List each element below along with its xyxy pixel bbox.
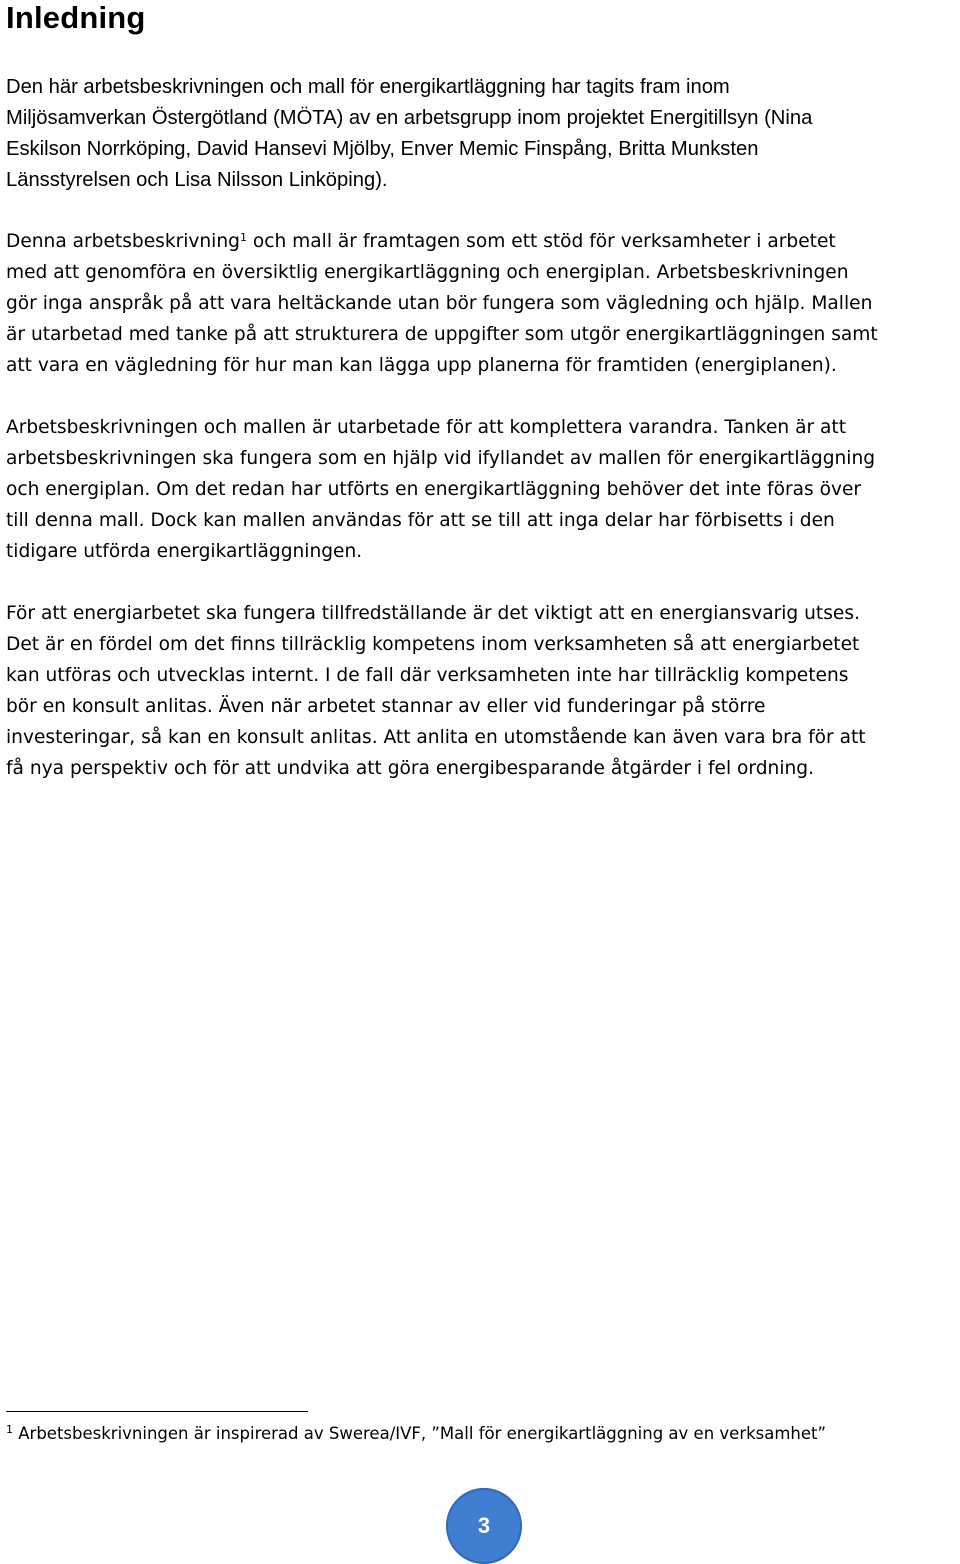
paragraph-line: Länsstyrelsen och Lisa Nilsson Linköping). — [6, 169, 388, 191]
paragraph-line: få nya perspektiv och för att undvika att göra energibesparande åtgärder i fel ordning. — [6, 758, 814, 779]
paragraph-line: tidigare utförda energikartläggningen. — [6, 541, 363, 562]
paragraph-line: För att energiarbetet ska fungera tillfredställande är det viktigt att en energiansvarig utses. — [6, 603, 860, 624]
paragraph-text: och mall är framtagen som ett stöd för verksamheter i arbetet — [246, 231, 836, 252]
paragraph-line: kan utföras och utvecklas internt. I de fall där verksamheten inte har tillräcklig kompetens — [6, 665, 849, 686]
paragraph-line: och energiplan. Om det redan har utförts en energikartläggning behöver det inte föras över — [6, 479, 862, 500]
paragraph-line — [6, 226, 956, 257]
footnote-divider — [6, 1411, 308, 1412]
footnote — [6, 1419, 826, 1449]
paragraph-line: är utarbetad med tanke på att strukturera de uppgifter som utgör energikartläggningen samt — [6, 324, 878, 345]
footnote-text: Arbetsbeskrivningen är inspirerad av Swerea/IVF, ”Mall för energikartläggning av en verksamhet” — [13, 1424, 827, 1443]
paragraph-line: investeringar, så kan en konsult anlitas. Att anlita en utomstående kan även vara bra för att — [6, 727, 866, 748]
complement-paragraph — [6, 412, 956, 567]
paragraph-line: med att genomföra en översiktlig energikartläggning och energiplan. Arbetsbeskrivningen — [6, 262, 849, 283]
purpose-paragraph — [6, 226, 956, 381]
paragraph-text: Denna arbetsbeskrivning — [6, 231, 240, 252]
paragraph-line: gör inga anspråk på att vara heltäckande utan bör fungera som vägledning och hjälp. Mallen — [6, 293, 873, 314]
paragraph-line: Det är en fördel om det finns tillräcklig kompetens inom verksamheten så att energiarbetet — [6, 634, 860, 655]
footnote-reference: 1 — [239, 231, 247, 244]
paragraph-line: Eskilson Norrköping, David Hansevi Mjölby, Enver Memic Finspång, Britta Munksten — [6, 138, 759, 160]
intro-paragraph — [6, 72, 956, 196]
paragraph-line: bör en konsult anlitas. Även när arbetet stannar av eller vid funderingar på större — [6, 696, 766, 717]
energy-responsible-paragraph — [6, 598, 956, 784]
paragraph-line: arbetsbeskrivningen ska fungera som en hjälp vid ifyllandet av mallen för energikartläggning — [6, 448, 876, 469]
paragraph-line: Miljösamverkan Östergötland (MÖTA) av en arbetsgrupp inom projektet Energitillsyn (Nina — [6, 107, 813, 129]
paragraph-line: till denna mall. Dock kan mallen användas för att se till att inga delar har förbisetts i den — [6, 510, 835, 531]
paragraph-line: Arbetsbeskrivningen och mallen är utarbetade för att komplettera varandra. Tanken är att — [6, 417, 847, 438]
page-title: Inledning — [6, 0, 146, 35]
page-number: 3 — [477, 1513, 491, 1538]
page-number-badge — [446, 1488, 522, 1564]
paragraph-line: Den här arbetsbeskrivningen och mall för energikartläggning har tagits fram inom — [6, 76, 730, 98]
footnote-number: 1 — [6, 1423, 13, 1436]
paragraph-line: att vara en vägledning för hur man kan lägga upp planerna för framtiden (energiplanen). — [6, 355, 837, 376]
